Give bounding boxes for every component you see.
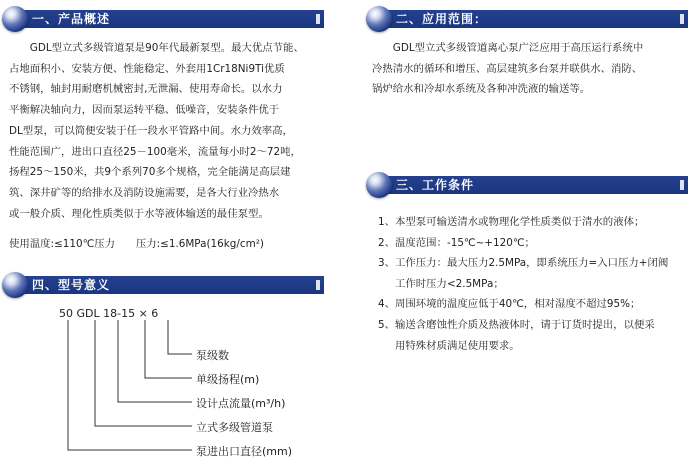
applications-line: 锅炉给水和冷却水系统及各种冲洗液的输送等。 bbox=[372, 83, 591, 96]
overview-line: 筑、深井矿等的给排水及消防设施需要，是各大行业冷热水 bbox=[9, 186, 280, 199]
overview-line: 或一般介质、理化性质类似于水等液体输送的最佳泵型。 bbox=[9, 207, 269, 220]
overview-line: 占地面积小、安装方便、性能稳定、外套用1Cr18Ni9Ti优质 bbox=[9, 62, 285, 75]
overview-line: GDL型立式多级管道泵是90年代最新泵型。最大优点节能、 bbox=[29, 42, 304, 54]
model-label-diameter: 泵进出口直径(mm) bbox=[196, 445, 293, 458]
usage-conditions: 使用温度:≤110℃压力 压力:≤1.6MPa(16kg/cm²) bbox=[9, 238, 264, 250]
overview-title: 一、产品概述 bbox=[32, 12, 111, 26]
model-label-flow: 设计点流量(m³/h) bbox=[196, 397, 286, 410]
conditions-title: 三、工作条件 bbox=[396, 178, 475, 192]
overview-line: DL型泵，可以简便安装于任一段水平管路中间。水力效率高， bbox=[9, 124, 293, 137]
condition-text: 5、输送含磨蚀性介质及热液体时，请于订货时提出，以便采 bbox=[378, 318, 655, 331]
condition-text: 2、温度范围：-15℃~+120℃； bbox=[378, 236, 535, 249]
model-label-head: 单级扬程(m) bbox=[196, 373, 260, 386]
model-label-stages: 泵级数 bbox=[196, 349, 229, 362]
applications-line: 冷热清水的循环和增压、高层建筑多台泵并联供水、消防、 bbox=[372, 62, 643, 75]
applications-line: GDL型立式多级管道离心泵广泛应用于高压运行系统中 bbox=[392, 42, 644, 54]
model-label-type: 立式多级管道泵 bbox=[196, 421, 273, 434]
condition-text: 3、工作压力：最大压力2.5MPa，即系统压力=入口压力+闭阀 bbox=[378, 257, 669, 270]
overview-line: 扬程25～150米，共9个系列70多个规格，完全能满足高层建 bbox=[9, 166, 291, 179]
overview-line: 平衡解决轴向力，因而泵运转平稳、低噪音，安装条件优于 bbox=[9, 104, 280, 117]
model-code: 50 GDL 18-15 × 6 bbox=[59, 307, 159, 320]
overview-line: 不锈钢，轴封用耐磨机械密封,无泄漏、使用寿命长。以水力 bbox=[9, 83, 283, 96]
condition-continuation: 用特殊材质满足使用要求。 bbox=[395, 339, 520, 352]
overview-line: 性能范围广，进出口直径25－100毫米，流量每小时2～72吨， bbox=[9, 145, 301, 158]
condition-text: 1、本型泵可输送清水或物理化学性质类似于清水的液体； bbox=[378, 216, 645, 228]
condition-continuation: 工作时压力<2.5MPa； bbox=[395, 277, 504, 290]
model-title: 四、型号意义 bbox=[32, 278, 111, 292]
applications-title: 二、应用范围： bbox=[396, 12, 488, 26]
condition-text: 4、周围环境的温度应低于40℃，相对湿度不超过95%； bbox=[378, 298, 641, 311]
